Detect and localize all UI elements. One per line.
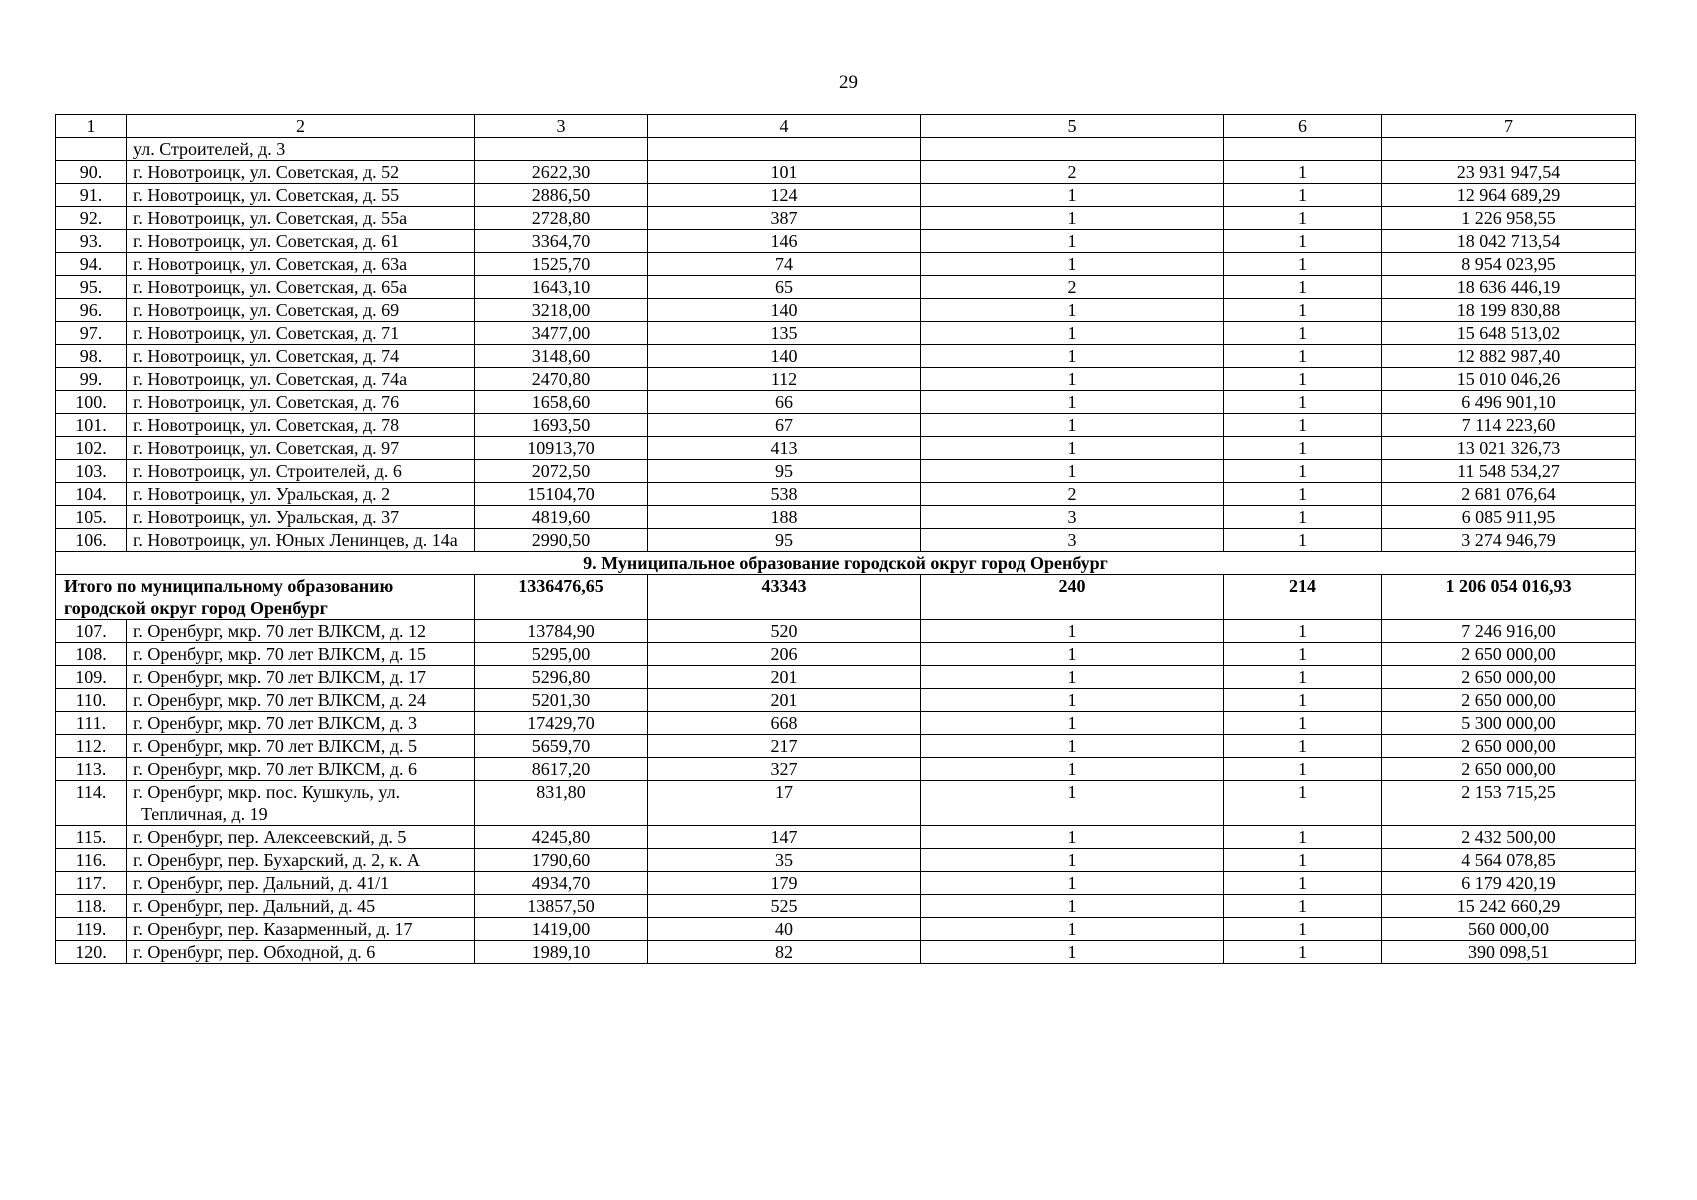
row-residents: 387 <box>648 207 921 230</box>
total-cost: 1 206 054 016,93 <box>1382 575 1636 620</box>
total-col6: 214 <box>1224 575 1382 620</box>
table-row <box>56 276 1636 299</box>
table-row <box>56 138 1636 161</box>
table-row <box>56 781 1636 826</box>
row-address: г. Новотроицк, ул. Советская, д. 52 <box>127 161 475 184</box>
row-col6: 1 <box>1224 345 1382 368</box>
table-row <box>56 345 1636 368</box>
row-col6: 1 <box>1224 391 1382 414</box>
row-area: 4819,60 <box>475 506 648 529</box>
row-number: 109. <box>56 666 127 689</box>
row-number: 102. <box>56 437 127 460</box>
row-col6: 1 <box>1224 161 1382 184</box>
row-number: 114. <box>56 781 127 826</box>
row-area: 2886,50 <box>475 184 648 207</box>
row-cost: 15 648 513,02 <box>1382 322 1636 345</box>
row-col5: 1 <box>921 368 1224 391</box>
row-residents: 140 <box>648 299 921 322</box>
row-col6 <box>1224 138 1382 161</box>
row-address: г. Новотроицк, ул. Советская, д. 61 <box>127 230 475 253</box>
row-address: г. Новотроицк, ул. Советская, д. 76 <box>127 391 475 414</box>
row-col6: 1 <box>1224 483 1382 506</box>
row-address: г. Оренбург, мкр. пос. Кушкуль, ул. Тепличная, д. 19 <box>127 781 475 826</box>
row-col5: 2 <box>921 483 1224 506</box>
row-cost: 15 010 046,26 <box>1382 368 1636 391</box>
row-cost: 2 650 000,00 <box>1382 758 1636 781</box>
row-col5: 1 <box>921 666 1224 689</box>
row-col6: 1 <box>1224 895 1382 918</box>
row-col5: 1 <box>921 872 1224 895</box>
row-address: г. Новотроицк, ул. Юных Ленинцев, д. 14а <box>127 529 475 552</box>
row-address: г. Новотроицк, ул. Советская, д. 74 <box>127 345 475 368</box>
row-col6: 1 <box>1224 643 1382 666</box>
row-col6: 1 <box>1224 529 1382 552</box>
row-number: 115. <box>56 826 127 849</box>
table-row <box>56 391 1636 414</box>
row-col5: 3 <box>921 529 1224 552</box>
row-number: 101. <box>56 414 127 437</box>
row-residents: 95 <box>648 529 921 552</box>
row-residents: 217 <box>648 735 921 758</box>
row-col5: 1 <box>921 918 1224 941</box>
row-cost: 6 496 901,10 <box>1382 391 1636 414</box>
table-row <box>56 895 1636 918</box>
row-col6: 1 <box>1224 872 1382 895</box>
table-row <box>56 620 1636 643</box>
table-row <box>56 184 1636 207</box>
row-area: 3218,00 <box>475 299 648 322</box>
row-address: г. Оренбург, мкр. 70 лет ВЛКСМ, д. 17 <box>127 666 475 689</box>
row-address: г. Новотроицк, ул. Уральская, д. 2 <box>127 483 475 506</box>
table-row <box>56 437 1636 460</box>
row-residents: 35 <box>648 849 921 872</box>
row-address: г. Новотроицк, ул. Советская, д. 65а <box>127 276 475 299</box>
row-address: ул. Строителей, д. 3 <box>127 138 475 161</box>
row-col6: 1 <box>1224 322 1382 345</box>
row-address: г. Новотроицк, ул. Советская, д. 74а <box>127 368 475 391</box>
row-residents: 74 <box>648 253 921 276</box>
row-cost: 13 021 326,73 <box>1382 437 1636 460</box>
table-row <box>56 506 1636 529</box>
row-cost: 2 153 715,25 <box>1382 781 1636 826</box>
row-address: г. Оренбург, пер. Обходной, д. 6 <box>127 941 475 964</box>
row-number: 108. <box>56 643 127 666</box>
row-cost: 6 179 420,19 <box>1382 872 1636 895</box>
header-cell-1: 1 <box>56 115 127 138</box>
row-residents: 206 <box>648 643 921 666</box>
row-number <box>56 138 127 161</box>
table-row <box>56 529 1636 552</box>
table-row <box>56 872 1636 895</box>
row-col6: 1 <box>1224 230 1382 253</box>
row-col5: 1 <box>921 322 1224 345</box>
row-col5: 1 <box>921 437 1224 460</box>
row-address: г. Новотроицк, ул. Уральская, д. 37 <box>127 506 475 529</box>
row-col6: 1 <box>1224 620 1382 643</box>
row-number: 105. <box>56 506 127 529</box>
row-address: г. Оренбург, мкр. 70 лет ВЛКСМ, д. 12 <box>127 620 475 643</box>
row-residents: 135 <box>648 322 921 345</box>
row-residents: 327 <box>648 758 921 781</box>
table-row <box>56 712 1636 735</box>
header-cell-7: 7 <box>1382 115 1636 138</box>
row-number: 119. <box>56 918 127 941</box>
row-area: 10913,70 <box>475 437 648 460</box>
header-row <box>56 115 1636 138</box>
row-residents: 140 <box>648 345 921 368</box>
row-cost: 11 548 534,27 <box>1382 460 1636 483</box>
row-cost: 4 564 078,85 <box>1382 849 1636 872</box>
row-area: 4245,80 <box>475 826 648 849</box>
table-row <box>56 643 1636 666</box>
row-residents <box>648 138 921 161</box>
total-area: 1336476,65 <box>475 575 648 620</box>
row-residents: 67 <box>648 414 921 437</box>
row-area: 2470,80 <box>475 368 648 391</box>
row-col6: 1 <box>1224 276 1382 299</box>
row-col6: 1 <box>1224 184 1382 207</box>
row-col5: 1 <box>921 391 1224 414</box>
row-col5: 1 <box>921 849 1224 872</box>
row-area: 13857,50 <box>475 895 648 918</box>
row-number: 97. <box>56 322 127 345</box>
row-residents: 201 <box>648 666 921 689</box>
row-col6: 1 <box>1224 689 1382 712</box>
total-row <box>56 575 1636 620</box>
section-heading-row <box>56 552 1636 575</box>
row-residents: 147 <box>648 826 921 849</box>
row-col5: 1 <box>921 735 1224 758</box>
row-address: г. Новотроицк, ул. Советская, д. 63а <box>127 253 475 276</box>
header-cell-4: 4 <box>648 115 921 138</box>
table-row <box>56 368 1636 391</box>
row-col6: 1 <box>1224 712 1382 735</box>
row-number: 92. <box>56 207 127 230</box>
row-cost: 18 199 830,88 <box>1382 299 1636 322</box>
table-row <box>56 322 1636 345</box>
row-number: 106. <box>56 529 127 552</box>
row-number: 104. <box>56 483 127 506</box>
row-col6: 1 <box>1224 299 1382 322</box>
row-number: 116. <box>56 849 127 872</box>
row-number: 99. <box>56 368 127 391</box>
row-residents: 66 <box>648 391 921 414</box>
row-cost: 12 882 987,40 <box>1382 345 1636 368</box>
row-number: 98. <box>56 345 127 368</box>
row-col5: 1 <box>921 826 1224 849</box>
row-address: г. Новотроицк, ул. Советская, д. 97 <box>127 437 475 460</box>
row-number: 120. <box>56 941 127 964</box>
row-area: 3477,00 <box>475 322 648 345</box>
housing-table <box>55 114 1636 964</box>
total-col5: 240 <box>921 575 1224 620</box>
row-col6: 1 <box>1224 368 1382 391</box>
header-cell-6: 6 <box>1224 115 1382 138</box>
row-residents: 188 <box>648 506 921 529</box>
row-address: г. Новотроицк, ул. Советская, д. 55 <box>127 184 475 207</box>
row-col5: 1 <box>921 414 1224 437</box>
row-area: 5296,80 <box>475 666 648 689</box>
row-col5: 1 <box>921 207 1224 230</box>
row-residents: 65 <box>648 276 921 299</box>
row-col6: 1 <box>1224 414 1382 437</box>
row-residents: 201 <box>648 689 921 712</box>
row-col6: 1 <box>1224 849 1382 872</box>
row-col6: 1 <box>1224 437 1382 460</box>
table-row <box>56 460 1636 483</box>
row-number: 91. <box>56 184 127 207</box>
row-area: 2622,30 <box>475 161 648 184</box>
row-area: 2072,50 <box>475 460 648 483</box>
row-col6: 1 <box>1224 781 1382 826</box>
row-area: 1658,60 <box>475 391 648 414</box>
row-residents: 668 <box>648 712 921 735</box>
table-row <box>56 230 1636 253</box>
row-area: 831,80 <box>475 781 648 826</box>
row-number: 107. <box>56 620 127 643</box>
row-address: г. Новотроицк, ул. Строителей, д. 6 <box>127 460 475 483</box>
row-area: 1693,50 <box>475 414 648 437</box>
row-address: г. Оренбург, пер. Алексеевский, д. 5 <box>127 826 475 849</box>
row-col5: 1 <box>921 895 1224 918</box>
row-cost: 2 650 000,00 <box>1382 666 1636 689</box>
row-cost: 6 085 911,95 <box>1382 506 1636 529</box>
table-row <box>56 207 1636 230</box>
row-col6: 1 <box>1224 253 1382 276</box>
row-number: 90. <box>56 161 127 184</box>
header-cell-3: 3 <box>475 115 648 138</box>
row-area: 17429,70 <box>475 712 648 735</box>
row-area: 5201,30 <box>475 689 648 712</box>
row-number: 111. <box>56 712 127 735</box>
row-residents: 179 <box>648 872 921 895</box>
row-address: г. Оренбург, мкр. 70 лет ВЛКСМ, д. 3 <box>127 712 475 735</box>
row-area: 5295,00 <box>475 643 648 666</box>
row-address: г. Оренбург, мкр. 70 лет ВЛКСМ, д. 24 <box>127 689 475 712</box>
section-title: 9. Муниципальное образование городской округ город Оренбург <box>56 552 1636 575</box>
row-area: 2728,80 <box>475 207 648 230</box>
row-col6: 1 <box>1224 918 1382 941</box>
row-residents: 538 <box>648 483 921 506</box>
row-number: 117. <box>56 872 127 895</box>
table-row <box>56 941 1636 964</box>
row-residents: 95 <box>648 460 921 483</box>
row-address: г. Новотроицк, ул. Советская, д. 69 <box>127 299 475 322</box>
table-row <box>56 161 1636 184</box>
row-cost: 390 098,51 <box>1382 941 1636 964</box>
row-col5: 2 <box>921 276 1224 299</box>
row-residents: 82 <box>648 941 921 964</box>
row-cost: 560 000,00 <box>1382 918 1636 941</box>
row-area: 4934,70 <box>475 872 648 895</box>
row-cost: 2 650 000,00 <box>1382 689 1636 712</box>
table-row <box>56 414 1636 437</box>
row-residents: 520 <box>648 620 921 643</box>
row-area: 15104,70 <box>475 483 648 506</box>
header-cell-2: 2 <box>127 115 475 138</box>
table-row <box>56 918 1636 941</box>
row-col6: 1 <box>1224 666 1382 689</box>
row-col6: 1 <box>1224 460 1382 483</box>
row-cost: 2 432 500,00 <box>1382 826 1636 849</box>
row-col5: 1 <box>921 643 1224 666</box>
row-area: 1419,00 <box>475 918 648 941</box>
row-number: 93. <box>56 230 127 253</box>
row-residents: 525 <box>648 895 921 918</box>
row-area: 5659,70 <box>475 735 648 758</box>
row-area: 13784,90 <box>475 620 648 643</box>
row-cost: 2 650 000,00 <box>1382 643 1636 666</box>
row-cost: 18 636 446,19 <box>1382 276 1636 299</box>
table-row <box>56 758 1636 781</box>
row-col5: 1 <box>921 345 1224 368</box>
row-number: 96. <box>56 299 127 322</box>
row-cost: 1 226 958,55 <box>1382 207 1636 230</box>
row-area: 1989,10 <box>475 941 648 964</box>
row-col5: 1 <box>921 184 1224 207</box>
row-number: 100. <box>56 391 127 414</box>
table-row <box>56 299 1636 322</box>
row-area: 1790,60 <box>475 849 648 872</box>
row-address: г. Оренбург, пер. Дальний, д. 45 <box>127 895 475 918</box>
row-residents: 101 <box>648 161 921 184</box>
row-col5: 1 <box>921 781 1224 826</box>
row-area: 8617,20 <box>475 758 648 781</box>
row-col5: 1 <box>921 689 1224 712</box>
table-row <box>56 735 1636 758</box>
row-cost: 12 964 689,29 <box>1382 184 1636 207</box>
row-cost: 15 242 660,29 <box>1382 895 1636 918</box>
row-col5: 3 <box>921 506 1224 529</box>
row-col5: 1 <box>921 253 1224 276</box>
row-col5: 1 <box>921 941 1224 964</box>
total-label: Итого по муниципальному образованию городской округ город Оренбург <box>56 575 475 620</box>
row-number: 112. <box>56 735 127 758</box>
row-residents: 112 <box>648 368 921 391</box>
row-cost: 2 681 076,64 <box>1382 483 1636 506</box>
table-row <box>56 253 1636 276</box>
table-row <box>56 689 1636 712</box>
row-col5: 1 <box>921 460 1224 483</box>
row-residents: 124 <box>648 184 921 207</box>
row-address: г. Оренбург, мкр. 70 лет ВЛКСМ, д. 6 <box>127 758 475 781</box>
row-col5: 1 <box>921 712 1224 735</box>
row-number: 118. <box>56 895 127 918</box>
row-area: 1643,10 <box>475 276 648 299</box>
row-col6: 1 <box>1224 941 1382 964</box>
row-cost <box>1382 138 1636 161</box>
row-area: 1525,70 <box>475 253 648 276</box>
table-row <box>56 826 1636 849</box>
row-col6: 1 <box>1224 207 1382 230</box>
row-cost: 7 246 916,00 <box>1382 620 1636 643</box>
row-residents: 146 <box>648 230 921 253</box>
row-address: г. Новотроицк, ул. Советская, д. 55а <box>127 207 475 230</box>
row-cost: 18 042 713,54 <box>1382 230 1636 253</box>
row-number: 95. <box>56 276 127 299</box>
table-row <box>56 849 1636 872</box>
row-col5: 1 <box>921 758 1224 781</box>
row-cost: 2 650 000,00 <box>1382 735 1636 758</box>
row-number: 103. <box>56 460 127 483</box>
row-number: 94. <box>56 253 127 276</box>
row-col6: 1 <box>1224 506 1382 529</box>
row-address: г. Новотроицк, ул. Советская, д. 78 <box>127 414 475 437</box>
row-number: 113. <box>56 758 127 781</box>
row-cost: 23 931 947,54 <box>1382 161 1636 184</box>
row-cost: 8 954 023,95 <box>1382 253 1636 276</box>
page-number: 29 <box>839 72 858 93</box>
header-cell-5: 5 <box>921 115 1224 138</box>
total-residents: 43343 <box>648 575 921 620</box>
row-cost: 3 274 946,79 <box>1382 529 1636 552</box>
row-col5: 1 <box>921 620 1224 643</box>
row-col5: 1 <box>921 230 1224 253</box>
row-cost: 5 300 000,00 <box>1382 712 1636 735</box>
row-area: 3148,60 <box>475 345 648 368</box>
table-row <box>56 666 1636 689</box>
table-row <box>56 483 1636 506</box>
row-address: г. Оренбург, пер. Бухарский, д. 2, к. А <box>127 849 475 872</box>
row-area: 2990,50 <box>475 529 648 552</box>
row-residents: 413 <box>648 437 921 460</box>
row-cost: 7 114 223,60 <box>1382 414 1636 437</box>
row-number: 110. <box>56 689 127 712</box>
row-address: г. Оренбург, пер. Дальний, д. 41/1 <box>127 872 475 895</box>
row-area: 3364,70 <box>475 230 648 253</box>
row-col5: 2 <box>921 161 1224 184</box>
row-col5: 1 <box>921 299 1224 322</box>
row-col6: 1 <box>1224 758 1382 781</box>
row-address: г. Оренбург, мкр. 70 лет ВЛКСМ, д. 5 <box>127 735 475 758</box>
row-col6: 1 <box>1224 826 1382 849</box>
row-address: г. Оренбург, пер. Казарменный, д. 17 <box>127 918 475 941</box>
row-address: г. Новотроицк, ул. Советская, д. 71 <box>127 322 475 345</box>
row-area <box>475 138 648 161</box>
row-residents: 17 <box>648 781 921 826</box>
row-address: г. Оренбург, мкр. 70 лет ВЛКСМ, д. 15 <box>127 643 475 666</box>
row-residents: 40 <box>648 918 921 941</box>
row-col6: 1 <box>1224 735 1382 758</box>
row-col5 <box>921 138 1224 161</box>
